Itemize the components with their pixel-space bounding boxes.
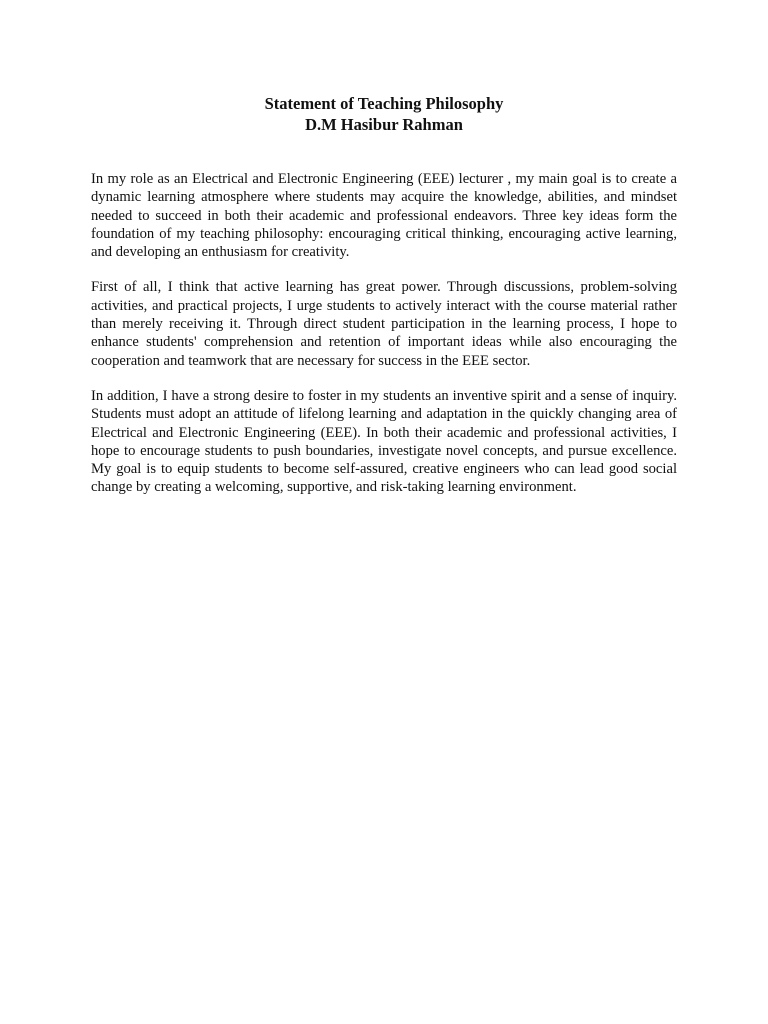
document-title: Statement of Teaching Philosophy — [264, 94, 504, 113]
document-author: D.M Hasibur Rahman — [305, 115, 463, 134]
paragraph-intro: In my role as an Electrical and Electronic Engineering (EEE) lecturer , my main goal is to create a dynamic learning atmosphere where students may acquire the knowledge, abilities, and mindset needed to succeed in both their academic and professional endeavors. Three key ideas form the foundation of my teaching philosophy: encouraging critical thinking, encouraging active learning, and developing an enthusiasm for creativity. — [91, 171, 677, 261]
paragraph-active-learning: First of all, I think that active learning has great power. Through discussions, problem-solving activities, and practical projects, I urge students to actively interact with the course material rather than merely receiving it. Through direct student participation in the learning process, I hope to enhance students' comprehension and retention of important ideas while also encouraging the cooperation and teamwork that are necessary for success in the EEE sector. — [91, 279, 677, 369]
paragraph-creativity: In addition, I have a strong desire to foster in my students an inventive spirit and a sense of inquiry. Students must adopt an attitude of lifelong learning and adaptation in the quickly changing area of Electrical and Electronic Engineering (EEE). In both their academic and professional activities, I hope to encourage students to push boundaries, investigate novel concepts, and pursue excellence. My goal is to equip students to become self-assured, creative engineers who can lead good social change by creating a welcoming, supportive, and risk-taking learning environment. — [91, 387, 677, 496]
document-header — [0, 93, 768, 135]
document-body — [91, 170, 677, 514]
